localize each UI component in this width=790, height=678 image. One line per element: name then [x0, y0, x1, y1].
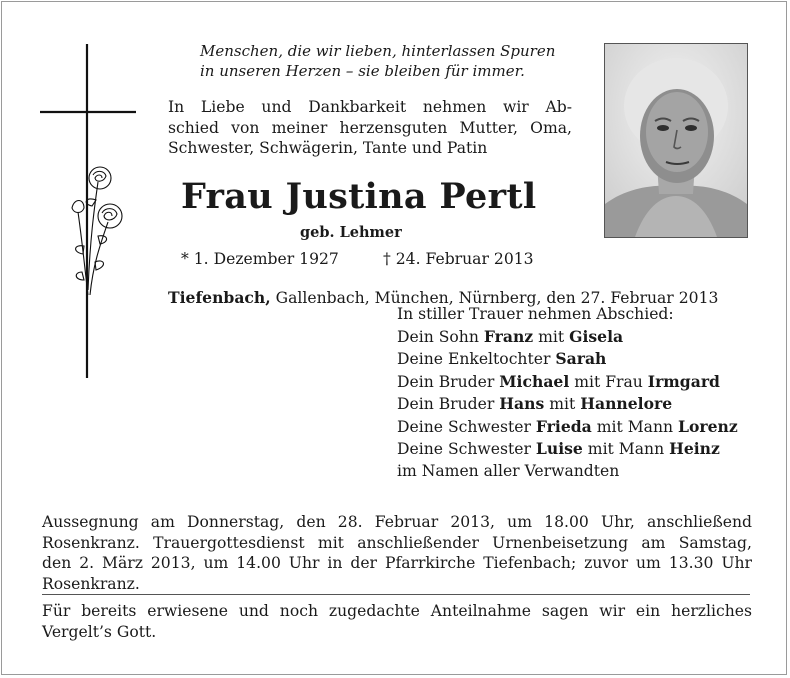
mourner-line: Dein Bruder Michael mit Frau Irmgard	[397, 371, 720, 391]
mourners-list	[397, 304, 777, 482]
service-line: Rosenkranz.	[42, 574, 140, 593]
intro-line: In Liebe und Dankbarkeit nehmen wir Ab-	[168, 98, 572, 116]
service-line: Aussegnung am Donnerstag, den 28. Februar 2013, um 18.00 Uhr, anschließend	[42, 513, 752, 531]
intro-line: schied von meiner herzensguten Mutter, Oma,	[168, 118, 572, 137]
deceased-name: Frau Justina Pertl	[181, 176, 537, 217]
mourner-line: Dein Sohn Franz mit Gisela	[397, 326, 624, 346]
intro-line: Schwester, Schwägerin, Tante und Patin	[168, 139, 488, 157]
thanks-line: Vergelt’s Gott.	[42, 622, 157, 641]
mourner-line: Deine Schwester Luise mit Mann Heinz	[397, 439, 720, 458]
cross-icon	[38, 40, 138, 382]
mourner-line: Deine Enkeltochter Sarah	[397, 349, 607, 368]
mourners-heading: In stiller Trauer nehmen Abschied:	[397, 305, 674, 323]
epitaph-quote	[200, 41, 560, 81]
place-rest: Gallenbach, München, Nürnberg, den 27. Februar 2013	[270, 289, 719, 307]
mourners-closing: im Namen aller Verwandten	[397, 461, 620, 480]
maiden-name: geb. Lehmer	[300, 224, 402, 241]
quote-line: Menschen, die wir lieben, hinterlassen Spuren	[200, 42, 556, 60]
portrait-photo	[604, 43, 748, 238]
intro-text	[168, 97, 572, 159]
thanks-text	[42, 601, 752, 642]
service-details	[42, 512, 752, 594]
mourner-line: Deine Schwester Frieda mit Mann Lorenz	[397, 416, 738, 436]
mourner-line: Dein Bruder Hans mit Hannelore	[397, 394, 673, 413]
quote-line: in unseren Herzen – sie bleiben für immer.	[200, 62, 525, 80]
divider	[42, 594, 750, 595]
place-primary: Tiefenbach,	[168, 288, 271, 307]
thanks-line: Für bereits erwiesene und noch zugedachte Anteilnahme sagen wir ein herzliches	[42, 602, 752, 620]
service-line: den 2. März 2013, um 14.00 Uhr in der Pfarrkirche Tiefenbach; zuvor um 13.30 Uhr	[42, 554, 752, 572]
service-line: Rosenkranz. Trauergottesdienst mit anschließender Urnenbeisetzung am Samstag,	[42, 533, 752, 552]
rose-icon	[72, 167, 122, 295]
birth-date: * 1. Dezember 1927	[181, 250, 339, 268]
death-date: † 24. Februar 2013	[383, 250, 534, 268]
